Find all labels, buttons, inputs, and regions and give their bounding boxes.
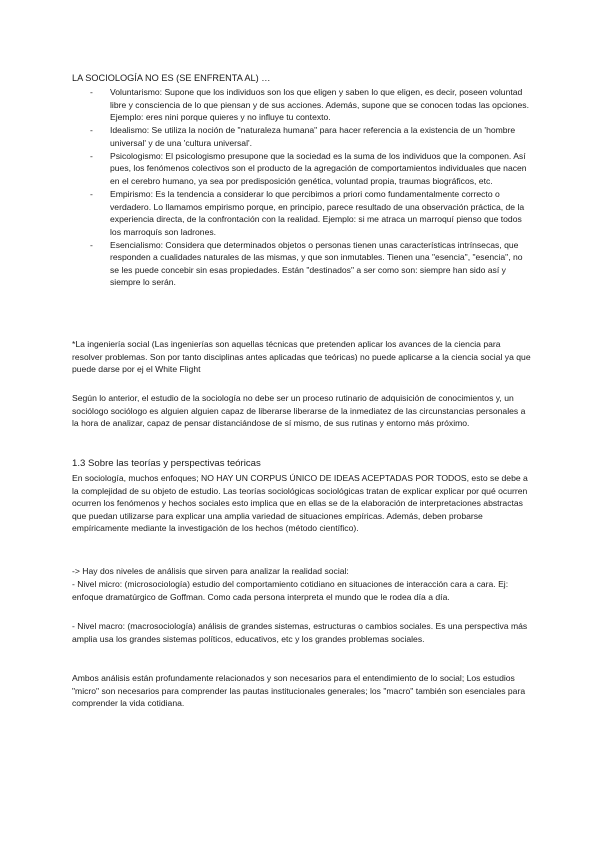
bullet-psicologismo <box>72 150 532 188</box>
conclusion-paragraph: Ambos análisis están profundamente relacionados y son necesarios para el entendimiento de lo social; Los estudios "micro" son necesarios para comprender las pautas institucionales generales; los "macro" también son esenciales para comprender la vida cotidiana. <box>72 673 526 709</box>
bullet-voluntarismo <box>72 86 532 124</box>
note-paragraph: *La ingeniería social (Las ingenierías son aquellas técnicas que pretenden aplicar los avances de la ciencia para resolver problemas. Son por tanto disciplinas antes aplicadas que teóricas) no puede aplicarse a la ciencia social ya que puede darse por ej el White Flight <box>72 339 531 375</box>
bullet-text: Idealismo: Se utiliza la noción de "naturaleza humana" para hacer referencia a la existencia de un 'hombre universal' y de una 'cultura universal'. <box>110 125 516 148</box>
bullet-list <box>72 86 532 289</box>
bullet-idealismo <box>72 124 532 149</box>
bullet-text: Empirismo: Es la tendencia a considerar lo que percibimos a priori como fundamentalmente correcto o verdadero. Lo llamamos empirismo porque, en principio, parece resultado de una observación práctica, de la experiencia directa, de la confrontación con la realidad. Ejemplo: si me atraca un marroquí pienso que todos los marroquís son ladrones. <box>110 188 525 237</box>
bullet-dash: - <box>90 125 93 136</box>
bullet-text: Voluntarismo: Supone que los individuos son los que eligen y saben lo que eligen, es decir, poseen voluntad libre y consciencia de lo que piensan y de sus acciones. Además, supone que se conocen todas las opciones. Ejemplo: eres nini porque quieres y no influye tu contexto. <box>110 87 529 123</box>
level-micro: - Nivel micro: (microsociología) estudio del comportamiento cotidiano en situaciones de interacción cara a cara. Ej: enfoque dramatúrgico de Goffman. Como cada persona interpreta el mundo que le rodea día a día. <box>72 579 509 602</box>
paragraph-sociologia: Según lo anterior, el estudio de la sociología no debe ser un proceso rutinario de adquisición de conocimientos y, un sociólogo sociólogo es alguien alguien capaz de liberarse liberarse de la inmediatez de las circunstancias personales a la hora de analizar, capaz de pensar distanciándose de sí mismo, de sus rutinas y entorno más próximo. <box>72 393 526 429</box>
bullet-text: Esencialismo: Considera que determinados objetos o personas tienen unas características intrínsecas, que responden a cualidades naturales de las mismas, y que son inmutables. Tienen una "esencia", "esencia", no se les puede concebir sin esas propiedades. Están "destinados" a ser como son: siempre han sido así y siempre lo serán. <box>110 239 523 288</box>
section-heading: 1.3 Sobre las teorías y perspectivas teóricas <box>72 458 261 469</box>
bullet-dash: - <box>90 188 93 199</box>
section-paragraph: En sociología, muchos enfoques; NO HAY UN CORPUS ÚNICO DE IDEAS ACEPTADAS POR TODOS, esto se debe a la complejidad de su objeto de estudio. Las teorías sociológicas sociológicas tratan de explicar explicar por qué ocurren ocurren los fenómenos y hechos sociales esto implica que en ellas se de la elaboración de interpretaciones abstractas que puedan utilizarse para explicar una amplia variedad de situaciones empíricas. Además, deben probarse empíricamente mediante la investigación de los hechos (método científico). <box>72 473 528 534</box>
bullet-esencialismo <box>72 239 532 289</box>
level-macro: - Nivel macro: (macrosociología) análisis de grandes sistemas, estructuras o cambios sociales. Es una perspectiva más amplia usa los grandes sistemas políticos, educativos, etc y los grandes problemas sociales. <box>72 621 528 644</box>
levels-intro: -> Hay dos niveles de análisis que sirven para analizar la realidad social: <box>72 566 349 576</box>
section-title: LA SOCIOLOGÍA NO ES (SE ENFRENTA AL) … <box>72 73 271 83</box>
bullet-dash: - <box>90 87 93 97</box>
bullet-dash: - <box>90 239 93 250</box>
bullet-empirismo <box>72 188 532 238</box>
bullet-dash: - <box>90 150 93 161</box>
bullet-text: Psicologismo: El psicologismo presupone que la sociedad es la suma de los individuos que la componen. Así pues, los fenómenos colectivos son el producto de la agregación de comportamientos individuales que nacen en el cerebro humano, ya sea por predisposición genética, voluntad propia, traumas biográficos, etc. <box>110 150 527 186</box>
